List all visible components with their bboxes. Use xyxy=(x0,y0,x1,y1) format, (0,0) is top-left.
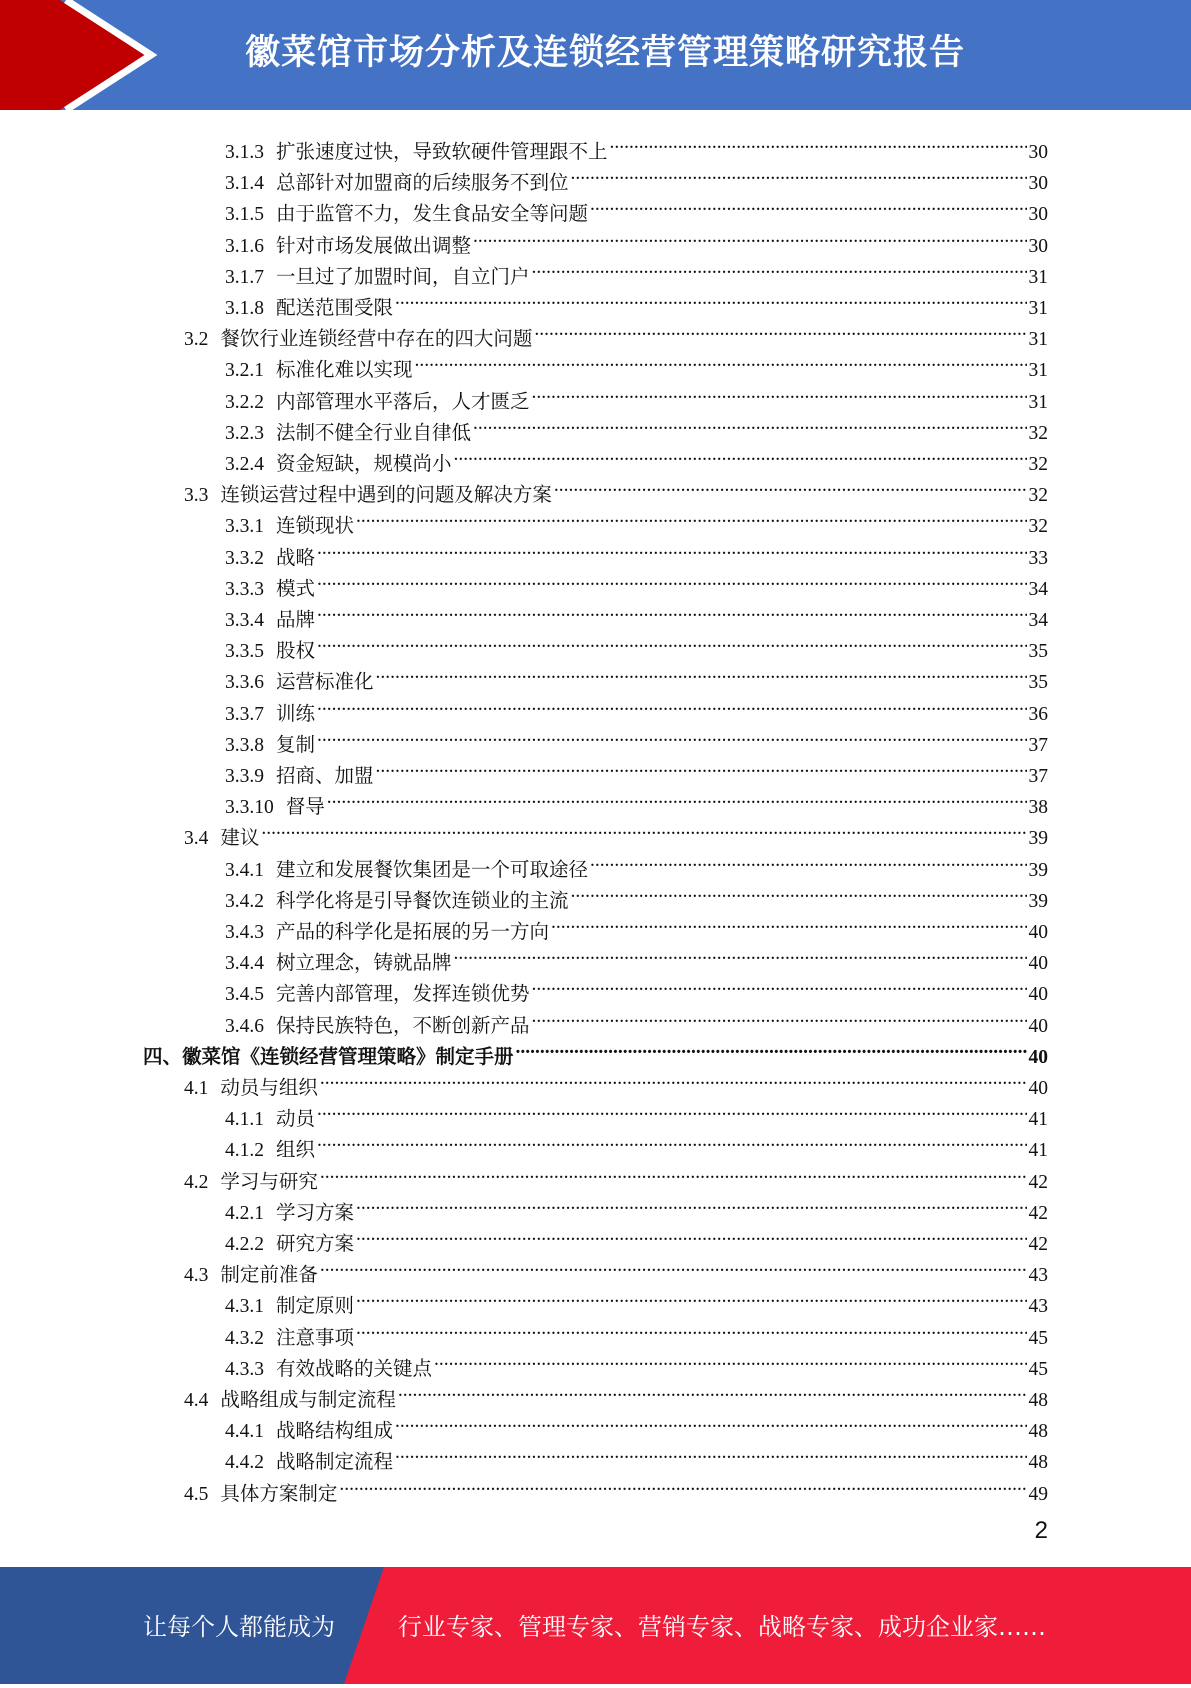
toc-entry-page: 32 xyxy=(1028,422,1048,444)
toc-entry-page: 31 xyxy=(1028,298,1048,319)
toc-entry-title: 战略结构组成 xyxy=(276,1421,394,1443)
toc-entry-page: 30 xyxy=(1028,142,1048,163)
toc-entry-page: 37 xyxy=(1028,734,1048,756)
toc-entry[interactable] xyxy=(225,751,1048,787)
toc-dot-leader xyxy=(327,782,1027,813)
toc-entry[interactable] xyxy=(225,221,1048,257)
toc-entry-number: 3.2.2 xyxy=(225,391,264,413)
toc-entry-title: 餐饮行业连锁经营中存在的四大问题 xyxy=(220,329,533,351)
toc-entry[interactable] xyxy=(225,408,1048,444)
toc-entry-page: 40 xyxy=(1028,1015,1048,1037)
toc-entry[interactable] xyxy=(225,938,1048,975)
toc-entry[interactable] xyxy=(184,470,1048,507)
toc-entry-number: 4.2 xyxy=(184,1171,209,1193)
toc-dot-leader xyxy=(356,1219,1026,1250)
toc-entry-page: 40 xyxy=(1028,1046,1048,1068)
toc-dot-leader xyxy=(551,907,1026,938)
toc-entry-number: 3.2 xyxy=(184,329,209,351)
toc-entry-number: 3.1.3 xyxy=(225,142,264,163)
header-arrow-decoration xyxy=(0,0,160,110)
toc-entry-title: 配送范围受限 xyxy=(276,298,394,319)
toc-entry[interactable] xyxy=(225,1406,1048,1443)
toc-entry-number: 3.3.4 xyxy=(225,610,264,631)
toc-entry-title: 注意事项 xyxy=(276,1327,355,1349)
toc-entry-number: 4.4.1 xyxy=(225,1421,264,1443)
toc-entry-number: 3.2.3 xyxy=(225,422,264,444)
toc-entry[interactable] xyxy=(225,501,1048,538)
toc-entry-title: 保持民族特色，不断创新产品 xyxy=(276,1015,530,1037)
toc-entry[interactable] xyxy=(184,1063,1048,1099)
toc-entry[interactable] xyxy=(184,1469,1048,1505)
toc-entry-title: 训练 xyxy=(276,703,316,725)
toc-entry-title: 完善内部管理，发挥连锁优势 xyxy=(276,984,530,1006)
toc-entry-page: 37 xyxy=(1028,766,1048,787)
toc-entry-page: 45 xyxy=(1028,1358,1048,1380)
toc-entry-page: 49 xyxy=(1028,1483,1048,1505)
toc-dot-leader xyxy=(532,252,1027,283)
toc-dot-leader xyxy=(317,1125,1026,1156)
toc-entry-number: 3.3.5 xyxy=(225,641,264,663)
toc-entry-title: 组织 xyxy=(276,1140,316,1162)
toc-dot-leader xyxy=(317,1094,1026,1125)
toc-entry-number: 4.1.1 xyxy=(225,1109,264,1131)
toc-entry[interactable] xyxy=(225,1188,1048,1224)
toc-dot-leader xyxy=(320,1063,1027,1094)
toc-entry[interactable] xyxy=(225,189,1048,226)
toc-entry-title: 具体方案制定 xyxy=(220,1483,338,1505)
toc-dot-leader xyxy=(571,158,1027,189)
toc-entry-page: 32 xyxy=(1028,485,1048,507)
toc-entry[interactable] xyxy=(225,876,1048,912)
toc-entry-number: 3.4.6 xyxy=(225,1015,264,1037)
toc-dot-leader xyxy=(395,1406,1026,1437)
toc-entry-page: 39 xyxy=(1028,890,1048,912)
toc-entry-number: 4.5 xyxy=(184,1483,209,1505)
toc-entry-page: 43 xyxy=(1028,1265,1048,1287)
toc-entry-page: 45 xyxy=(1028,1327,1048,1349)
toc-dot-leader xyxy=(554,470,1027,501)
toc-entry-number: 4.3 xyxy=(184,1265,209,1287)
toc-entry[interactable] xyxy=(225,533,1048,569)
toc-entry-title: 连锁现状 xyxy=(276,516,355,538)
toc-dot-leader xyxy=(532,377,1027,408)
toc-entry-page: 42 xyxy=(1028,1171,1048,1193)
toc-entry-number: 3.3 xyxy=(184,485,209,507)
toc-entry-page: 30 xyxy=(1028,235,1048,257)
toc-entry-title: 模式 xyxy=(276,578,316,600)
toc-entry[interactable] xyxy=(184,813,1048,850)
toc-entry-number: 3.3.10 xyxy=(225,797,274,819)
toc-entry-page: 34 xyxy=(1028,578,1048,600)
toc-dot-leader xyxy=(571,876,1027,907)
toc-entry[interactable] xyxy=(184,1375,1048,1411)
toc-entry-page: 30 xyxy=(1028,204,1048,226)
toc-entry-page: 31 xyxy=(1028,360,1048,382)
toc-entry-number: 4.1.2 xyxy=(225,1140,264,1162)
toc-entry-number: 四、 xyxy=(143,1046,183,1068)
toc-entry-page: 35 xyxy=(1028,672,1048,694)
toc-entry-number: 3.1.7 xyxy=(225,266,264,288)
page-number: 2 xyxy=(1034,1517,1048,1544)
toc-dot-leader xyxy=(317,595,1026,626)
toc-dot-leader xyxy=(317,533,1026,564)
toc-entry[interactable] xyxy=(225,1313,1048,1349)
toc-dot-leader xyxy=(590,189,1026,220)
toc-entry[interactable] xyxy=(143,1032,1048,1068)
toc-dot-leader xyxy=(473,408,1026,439)
toc-entry-title: 战略组成与制定流程 xyxy=(220,1390,396,1411)
toc-dot-leader xyxy=(356,501,1026,532)
toc-entry-title: 股权 xyxy=(276,641,316,663)
toc-entry-page: 43 xyxy=(1028,1296,1048,1318)
toc-entry-number: 4.3.2 xyxy=(225,1327,264,1349)
toc-entry[interactable] xyxy=(225,283,1048,319)
toc-dot-leader xyxy=(261,813,1026,844)
toc-dot-leader xyxy=(473,221,1026,252)
toc-entry-title: 学习与研究 xyxy=(220,1171,318,1193)
toc-entry-number: 3.4.3 xyxy=(225,922,264,943)
toc-entry-number: 3.3.6 xyxy=(225,672,264,694)
header-title: 徽菜馆市场分析及连锁经营管理策略研究报告 xyxy=(245,33,966,73)
toc-entry-title: 总部针对加盟商的后续服务不到位 xyxy=(276,173,569,195)
toc-entry-title: 制定原则 xyxy=(276,1296,355,1318)
toc-entry-page: 38 xyxy=(1028,797,1048,819)
toc-dot-leader xyxy=(532,1001,1027,1032)
toc-entry-title: 学习方案 xyxy=(276,1202,355,1224)
toc-dot-leader xyxy=(516,1032,1027,1063)
toc-dot-leader xyxy=(320,1250,1027,1281)
toc-entry[interactable] xyxy=(225,564,1048,600)
toc-dot-leader xyxy=(376,657,1027,688)
toc-entry-number: 4.4 xyxy=(184,1390,209,1411)
toc-entry-page: 39 xyxy=(1028,828,1048,850)
toc-entry-number: 3.4.5 xyxy=(225,984,264,1006)
toc-entry-number: 3.1.4 xyxy=(225,173,264,195)
toc-entry[interactable] xyxy=(184,1250,1048,1287)
toc-entry[interactable] xyxy=(225,252,1048,288)
toc-entry[interactable] xyxy=(225,657,1048,694)
toc-dot-leader xyxy=(532,969,1027,1000)
toc-entry-number: 4.3.1 xyxy=(225,1296,264,1318)
toc-entry-page: 31 xyxy=(1028,329,1048,351)
toc-entry-title: 资金短缺，规模尚小 xyxy=(276,454,452,475)
toc-entry-page: 33 xyxy=(1028,547,1048,569)
toc-entry-title: 制定前准备 xyxy=(220,1265,318,1287)
toc-entry[interactable] xyxy=(225,969,1048,1006)
toc-entry-title: 有效战略的关键点 xyxy=(276,1358,433,1380)
toc-entry-page: 35 xyxy=(1028,641,1048,663)
toc-entry-page: 41 xyxy=(1028,1140,1048,1162)
toc-entry-title: 运营标准化 xyxy=(276,672,374,694)
toc-entry-page: 32 xyxy=(1028,454,1048,475)
toc-entry-title: 品牌 xyxy=(276,610,316,631)
toc-entry[interactable] xyxy=(225,720,1048,756)
toc-entry[interactable] xyxy=(225,1001,1048,1037)
toc-entry[interactable] xyxy=(225,377,1048,413)
toc-entry-number: 4.3.3 xyxy=(225,1358,264,1380)
toc-entry[interactable] xyxy=(225,845,1048,881)
toc-entry-page: 48 xyxy=(1028,1421,1048,1443)
toc-entry-page: 30 xyxy=(1028,173,1048,195)
toc-entry-title: 法制不健全行业自律低 xyxy=(276,422,472,444)
toc-dot-leader xyxy=(317,689,1026,720)
toc-dot-leader xyxy=(339,1469,1026,1500)
toc-entry-title: 内部管理水平落后，人才匮乏 xyxy=(276,391,530,413)
page-header xyxy=(0,0,1191,110)
toc-dot-leader xyxy=(356,1281,1026,1312)
toc-entry-number: 4.2.2 xyxy=(225,1234,264,1255)
toc-dot-leader xyxy=(395,283,1026,314)
toc-entry-title: 建议 xyxy=(220,828,260,850)
toc-entry-page: 48 xyxy=(1028,1390,1048,1411)
toc-entry-page: 40 xyxy=(1028,953,1048,975)
toc-entry-page: 34 xyxy=(1028,610,1048,631)
toc-dot-leader xyxy=(415,345,1027,376)
toc-entry-page: 42 xyxy=(1028,1234,1048,1255)
page-footer xyxy=(0,1567,1191,1684)
toc-entry[interactable] xyxy=(225,1125,1048,1162)
toc-entry-page: 36 xyxy=(1028,703,1048,725)
toc-entry-number: 3.4.1 xyxy=(225,859,264,881)
toc-entry-title: 复制 xyxy=(276,734,316,756)
toc-entry-title: 标准化难以实现 xyxy=(276,360,413,382)
toc-entry-title: 招商、加盟 xyxy=(276,766,374,787)
toc-entry[interactable] xyxy=(184,314,1048,351)
toc-dot-leader xyxy=(317,564,1026,595)
toc-entry[interactable] xyxy=(225,1094,1048,1131)
toc-entry[interactable] xyxy=(184,1157,1048,1193)
toc-dot-leader xyxy=(398,1375,1027,1406)
toc-entry[interactable] xyxy=(225,782,1048,819)
toc-entry-title: 科学化将是引导餐饮连锁业的主流 xyxy=(276,890,569,912)
toc-entry-title: 督导 xyxy=(285,797,325,819)
toc-entry-title: 针对市场发展做出调整 xyxy=(276,235,472,257)
toc-dot-leader xyxy=(454,938,1027,969)
toc-entry-page: 42 xyxy=(1028,1202,1048,1224)
toc-entry-title: 徽菜馆《连锁经营管理策略》制定手册 xyxy=(182,1046,514,1068)
toc-dot-leader xyxy=(534,314,1026,345)
footer-slogan-right: 行业专家、管理专家、营销专家、战略专家、成功企业家…… xyxy=(398,1613,1046,1641)
toc-entry[interactable] xyxy=(225,345,1048,382)
toc-entry-number: 3.3.2 xyxy=(225,547,264,569)
toc-entry-title: 连锁运营过程中遇到的问题及解决方案 xyxy=(220,485,552,507)
toc-dot-leader xyxy=(376,751,1027,782)
footer-slogan-left: 让每个人都能成为 xyxy=(143,1613,335,1641)
toc-entry-title: 由于监管不力，发生食品安全等问题 xyxy=(276,204,589,226)
toc-entry[interactable] xyxy=(225,595,1048,631)
toc-entry-title: 动员 xyxy=(276,1109,316,1131)
toc-entry-title: 树立理念，铸就品牌 xyxy=(276,953,452,975)
toc-dot-leader xyxy=(356,1188,1026,1219)
toc-entry-number: 3.4 xyxy=(184,828,209,850)
toc-entry-page: 48 xyxy=(1028,1452,1048,1474)
toc-entry-number: 3.4.2 xyxy=(225,890,264,912)
toc-entry-number: 4.1 xyxy=(184,1078,209,1099)
toc-entry-page: 39 xyxy=(1028,859,1048,881)
toc-dot-leader xyxy=(317,720,1026,751)
toc-entry-title: 战略 xyxy=(276,547,316,569)
toc-entry-title: 一旦过了加盟时间，自立门户 xyxy=(276,266,530,288)
toc-entry-number: 4.4.2 xyxy=(225,1452,264,1474)
toc-entry-page: 40 xyxy=(1028,1078,1048,1099)
toc-entry-page: 41 xyxy=(1028,1109,1048,1131)
toc-entry-title: 动员与组织 xyxy=(220,1078,318,1099)
toc-entry-number: 3.3.8 xyxy=(225,734,264,756)
toc-entry-title: 建立和发展餐饮集团是一个可取途径 xyxy=(276,859,589,881)
toc-entry[interactable] xyxy=(225,127,1048,163)
toc-entry-number: 3.3.9 xyxy=(225,766,264,787)
toc-entry-title: 研究方案 xyxy=(276,1234,355,1255)
toc-entry-number: 3.1.6 xyxy=(225,235,264,257)
toc-entry[interactable] xyxy=(225,1219,1048,1255)
toc-entry-page: 31 xyxy=(1028,266,1048,288)
toc-entry-number: 3.3.1 xyxy=(225,516,264,538)
toc-dot-leader xyxy=(317,626,1026,657)
toc-dot-leader xyxy=(356,1313,1026,1344)
toc-entry[interactable] xyxy=(225,158,1048,195)
toc-entry[interactable] xyxy=(225,1437,1048,1474)
toc-entry-number: 3.2.1 xyxy=(225,360,264,382)
toc-entry-number: 4.2.1 xyxy=(225,1202,264,1224)
toc-entry-page: 40 xyxy=(1028,984,1048,1006)
toc-entry[interactable] xyxy=(225,1281,1048,1318)
toc-entry-number: 3.2.4 xyxy=(225,454,264,475)
toc-dot-leader xyxy=(590,845,1026,876)
toc-entry-number: 3.1.8 xyxy=(225,298,264,319)
toc-dot-leader xyxy=(395,1437,1026,1468)
toc-entry[interactable] xyxy=(225,439,1048,475)
toc-entry[interactable] xyxy=(225,626,1048,663)
toc-dot-leader xyxy=(454,439,1027,470)
toc-dot-leader xyxy=(320,1157,1027,1188)
toc-entry[interactable] xyxy=(225,1344,1048,1380)
toc-entry-number: 3.3.3 xyxy=(225,578,264,600)
toc-entry-title: 扩张速度过快，导致软硬件管理跟不上 xyxy=(276,142,608,163)
toc-entry[interactable] xyxy=(225,689,1048,725)
toc-entry[interactable] xyxy=(225,907,1048,943)
toc-entry-page: 32 xyxy=(1028,516,1048,538)
toc-entry-page: 31 xyxy=(1028,391,1048,413)
toc-entry-number: 3.4.4 xyxy=(225,953,264,975)
toc-dot-leader xyxy=(434,1344,1026,1375)
toc-entry-page: 40 xyxy=(1028,922,1048,943)
toc-entry-number: 3.1.5 xyxy=(225,204,264,226)
toc-dot-leader xyxy=(610,127,1027,158)
toc-entry-title: 战略制定流程 xyxy=(276,1452,394,1474)
toc-entry-title: 产品的科学化是拓展的另一方向 xyxy=(276,922,550,943)
toc-entry-number: 3.3.7 xyxy=(225,703,264,725)
